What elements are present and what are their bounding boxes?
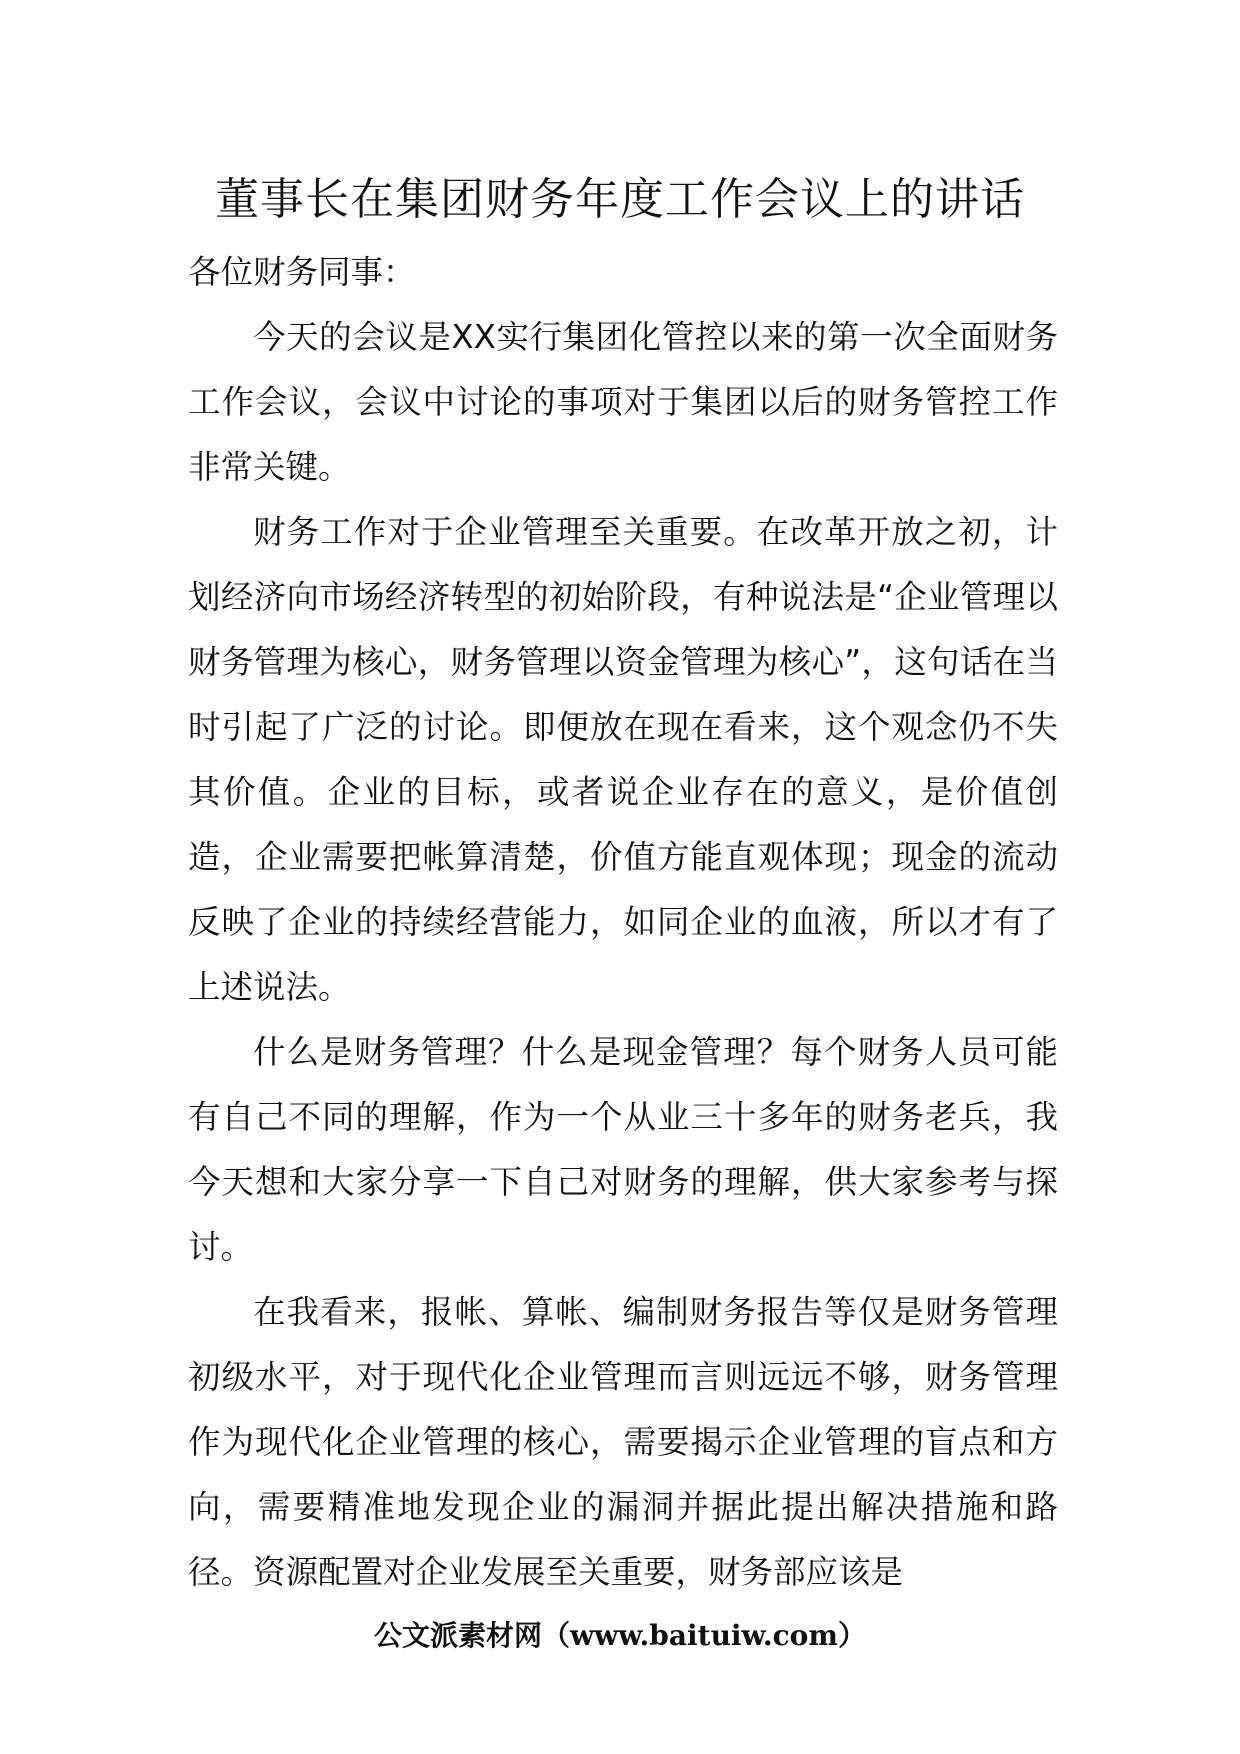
salutation: 各位财务同事：: [188, 253, 416, 291]
paragraph-3: 什么是财务管理？什么是现金管理？每个财务人员可能有自己不同的理解，作为一个从业三十多年的财务老兵，我今天想和大家分享一下自己对财务的理解，供大家参考与探讨。: [188, 1033, 1058, 1266]
paragraph-4: 在我看来，报帐、算帐、编制财务报告等仅是财务管理初级水平，对于现代化企业管理而言则远远不够，财务管理作为现代化企业管理的核心，需要揭示企业管理的盲点和方向，需要精准地发现企业的漏洞并据此提出解决措施和路径。资源配置对企业发展至关重要，财务部应该是: [188, 1293, 1058, 1591]
footer-watermark: 公文派素材网（www.baituiw.com）: [374, 1619, 866, 1652]
paragraph-2: 财务工作对于企业管理至关重要。在改革开放之初，计划经济向市场经济转型的初始阶段，有种说法是“企业管理以财务管理为核心，财务管理以资金管理为核心”，这句话在当时引起了广泛的讨论。即便放在现在看来，这个观念仍不失其价值。企业的目标，或者说企业存在的意义，是价值创造，企业需要把帐算清楚，价值方能直观体现；现金的流动反映了企业的持续经营能力，如同企业的血液，所以才有了上述说法。: [188, 513, 1058, 1006]
document-title: 董事长在集团财务年度工作会议上的讲话: [215, 174, 1025, 225]
document-body: [188, 240, 1058, 1605]
paragraph-1: 今天的会议是XX实行集团化管控以来的第一次全面财务工作会议，会议中讨论的事项对于集团以后的财务管控工作非常关键。: [188, 318, 1058, 486]
